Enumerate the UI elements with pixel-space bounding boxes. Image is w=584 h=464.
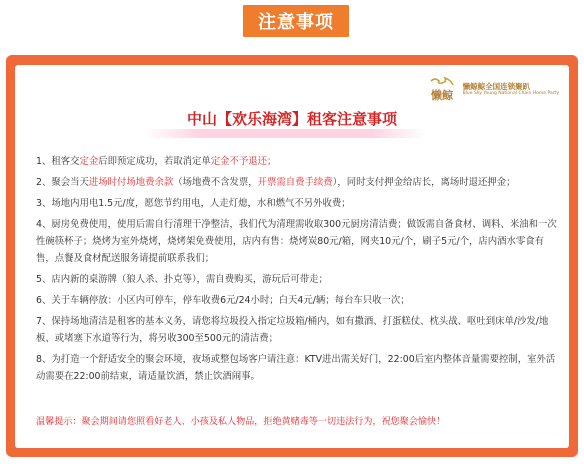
rule-text: 1、租客交 xyxy=(36,156,80,167)
rule-item xyxy=(36,271,561,288)
rule-highlight-text: 开票需自费手续费 xyxy=(257,177,333,188)
brand-name-en: Blue Sky Young National Chain Home Party xyxy=(462,90,559,96)
title-highlight xyxy=(145,129,427,138)
rule-text: 4、厨房免费使用，使用后需自行清理干净整洁，我们代为清理需收取300元厨房清洁费；做饭需自备食材、调料、米油和一次性碗筷杯子；烧烤为室外烧烤，烧烤架免费使用，店内有售：烧烤炭80元/箱，网夹10元/个，刷子5元/个，店内酒水零食有售，点餐及食材配送服务请提前联系我们； xyxy=(36,219,557,264)
rule-text: （场地费不含发票， xyxy=(173,177,258,188)
rule-item xyxy=(36,351,561,385)
rule-text: 3、场地内用电1.5元/度，愿您节约用电，人走灯熄，水和燃气不另外收费； xyxy=(36,198,351,209)
rules-list xyxy=(36,153,561,389)
svg-text:懒鲸: 懒鲸 xyxy=(430,89,453,102)
rule-text: 6、关于车辆停放：小区内可停车，停车收费6元/24小时；白天4元/辆；每台车只收一次； xyxy=(36,295,410,306)
rule-item xyxy=(36,292,561,309)
rule-text: 5、店内新的桌游牌（狼人杀、扑克等），需自费购买，游玩后可带走； xyxy=(36,274,328,285)
rule-text: 8、为打造一个舒适安全的聚会环境，夜场或整包场客户请注意：KTV进出需关好门，22:00后室内整体音量需要控制，室外活动需要在22:00前结束，请适量饮酒，禁止饮酒闹事。 xyxy=(36,354,556,382)
section-badge: 注意事项 xyxy=(243,5,349,37)
rule-highlight-text: 定金 xyxy=(79,156,99,167)
rule-item xyxy=(36,153,561,170)
rule-highlight-text: 定金不予退还； xyxy=(210,156,277,167)
page-title: 中山【欢乐海湾】租客注意事项 xyxy=(186,110,397,128)
rule-item xyxy=(36,216,561,267)
notice-card xyxy=(15,65,569,448)
rule-text: 2、聚会当天 xyxy=(36,177,89,188)
brand-name-cn: 懒鲸鲸全国连锁聚趴 xyxy=(462,82,531,92)
rule-item xyxy=(36,174,561,191)
warm-tip: 温馨提示：聚会期间请您照看好老人、小孩及私人物品，拒绝黄赌毒等一切违法行为，祝您聚会愉快！ xyxy=(36,417,446,427)
rule-text: ），同时支付押金给店长，离场时退还押金； xyxy=(332,177,516,188)
rule-text: 后即预定成功，若取消定单 xyxy=(98,156,211,167)
brand xyxy=(425,73,559,107)
whale-logo-icon xyxy=(425,73,459,107)
rule-highlight-text: 进场时付场地费余款 xyxy=(88,177,174,188)
notice-frame xyxy=(6,55,578,457)
rule-item xyxy=(36,195,561,212)
rule-text: 7、保持场地清洁是租客的基本义务，请您将垃圾投入指定垃圾箱/桶内，如有撒酒、打蛋糕仗、枕头战、呕吐到床单/沙发/地板、或堵塞下水道等行为，将另收300至500元的清洁费； xyxy=(36,316,549,344)
rule-item xyxy=(36,313,561,347)
